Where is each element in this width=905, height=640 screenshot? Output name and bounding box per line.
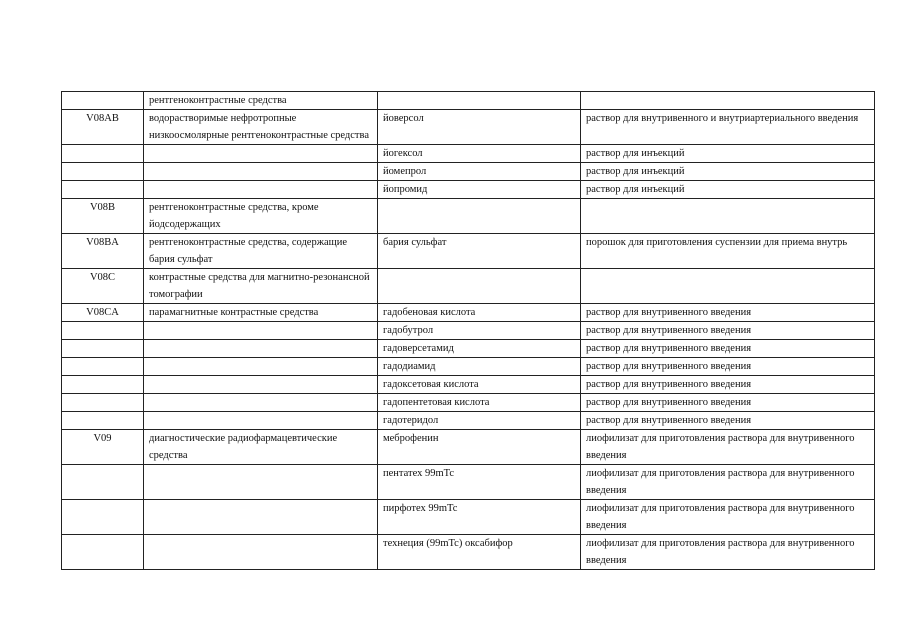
- atc-code-cell: [62, 92, 144, 110]
- table-row: [62, 394, 875, 412]
- atc-code-cell: [62, 163, 144, 181]
- table-row: [62, 500, 875, 535]
- atc-code-cell: [62, 322, 144, 340]
- dosage-form-cell: [581, 199, 875, 234]
- atc-code-cell: V08C: [62, 269, 144, 304]
- dosage-form-cell: раствор для внутривенного введения: [581, 358, 875, 376]
- table-row: [62, 269, 875, 304]
- drug-name-cell: гадотеридол: [378, 412, 581, 430]
- group-cell: [144, 358, 378, 376]
- group-cell: водорастворимые нефротропные низкоосмолярные рентгеноконтрастные средства: [144, 110, 378, 145]
- drug-name-cell: йомепрол: [378, 163, 581, 181]
- table-row: [62, 234, 875, 269]
- drug-name-cell: гадобутрол: [378, 322, 581, 340]
- atc-code-cell: [62, 394, 144, 412]
- dosage-form-cell: раствор для внутривенного и внутриартериального введения: [581, 110, 875, 145]
- dosage-form-cell: раствор для внутривенного введения: [581, 304, 875, 322]
- table-row: [62, 535, 875, 570]
- drug-name-cell: йопромид: [378, 181, 581, 199]
- group-cell: [144, 412, 378, 430]
- atc-code-cell: [62, 376, 144, 394]
- medication-table: [61, 91, 875, 570]
- table-row: [62, 92, 875, 110]
- dosage-form-cell: [581, 269, 875, 304]
- dosage-form-cell: лиофилизат для приготовления раствора для внутривенного введения: [581, 500, 875, 535]
- table-row: [62, 430, 875, 465]
- atc-code-cell: V08BA: [62, 234, 144, 269]
- dosage-form-cell: лиофилизат для приготовления раствора для внутривенного введения: [581, 430, 875, 465]
- table-row: [62, 376, 875, 394]
- dosage-form-cell: раствор для инъекций: [581, 145, 875, 163]
- group-cell: контрастные средства для магнитно-резонансной томографии: [144, 269, 378, 304]
- drug-name-cell: пентатех 99mTc: [378, 465, 581, 500]
- table-row: [62, 358, 875, 376]
- dosage-form-cell: раствор для инъекций: [581, 181, 875, 199]
- group-cell: [144, 163, 378, 181]
- drug-name-cell: гадодиамид: [378, 358, 581, 376]
- atc-code-cell: [62, 358, 144, 376]
- group-cell: [144, 376, 378, 394]
- group-cell: [144, 465, 378, 500]
- table-body: [62, 92, 875, 570]
- drug-name-cell: йоверсол: [378, 110, 581, 145]
- drug-name-cell: [378, 269, 581, 304]
- dosage-form-cell: [581, 92, 875, 110]
- dosage-form-cell: раствор для внутривенного введения: [581, 322, 875, 340]
- dosage-form-cell: раствор для внутривенного введения: [581, 394, 875, 412]
- drug-name-cell: технеция (99mTc) оксабифор: [378, 535, 581, 570]
- table-row: [62, 181, 875, 199]
- drug-name-cell: гадоверсетамид: [378, 340, 581, 358]
- atc-code-cell: [62, 465, 144, 500]
- group-cell: [144, 145, 378, 163]
- atc-code-cell: [62, 145, 144, 163]
- drug-name-cell: гадоксетовая кислота: [378, 376, 581, 394]
- dosage-form-cell: раствор для внутривенного введения: [581, 412, 875, 430]
- dosage-form-cell: раствор для внутривенного введения: [581, 376, 875, 394]
- group-cell: рентгеноконтрастные средства: [144, 92, 378, 110]
- table-row: [62, 199, 875, 234]
- dosage-form-cell: раствор для внутривенного введения: [581, 340, 875, 358]
- atc-code-cell: V08B: [62, 199, 144, 234]
- group-cell: парамагнитные контрастные средства: [144, 304, 378, 322]
- atc-code-cell: [62, 535, 144, 570]
- atc-code-cell: V08CA: [62, 304, 144, 322]
- group-cell: рентгеноконтрастные средства, содержащие бария сульфат: [144, 234, 378, 269]
- table-row: [62, 412, 875, 430]
- group-cell: диагностические радиофармацевтические средства: [144, 430, 378, 465]
- table-row: [62, 163, 875, 181]
- drug-name-cell: гадопентетовая кислота: [378, 394, 581, 412]
- atc-code-cell: [62, 181, 144, 199]
- drug-name-cell: гадобеновая кислота: [378, 304, 581, 322]
- group-cell: [144, 394, 378, 412]
- group-cell: [144, 535, 378, 570]
- drug-name-cell: пирфотех 99mTc: [378, 500, 581, 535]
- table-row: [62, 465, 875, 500]
- table-row: [62, 145, 875, 163]
- drug-name-cell: бария сульфат: [378, 234, 581, 269]
- group-cell: [144, 322, 378, 340]
- dosage-form-cell: раствор для инъекций: [581, 163, 875, 181]
- dosage-form-cell: лиофилизат для приготовления раствора для внутривенного введения: [581, 465, 875, 500]
- atc-code-cell: [62, 412, 144, 430]
- atc-code-cell: V09: [62, 430, 144, 465]
- group-cell: [144, 340, 378, 358]
- drug-name-cell: меброфенин: [378, 430, 581, 465]
- atc-code-cell: [62, 500, 144, 535]
- group-cell: рентгеноконтрастные средства, кроме йодсодержащих: [144, 199, 378, 234]
- table-row: [62, 110, 875, 145]
- drug-name-cell: йогексол: [378, 145, 581, 163]
- atc-code-cell: V08AB: [62, 110, 144, 145]
- atc-code-cell: [62, 340, 144, 358]
- drug-name-cell: [378, 199, 581, 234]
- dosage-form-cell: лиофилизат для приготовления раствора для внутривенного введения: [581, 535, 875, 570]
- group-cell: [144, 181, 378, 199]
- group-cell: [144, 500, 378, 535]
- dosage-form-cell: порошок для приготовления суспензии для приема внутрь: [581, 234, 875, 269]
- table-row: [62, 304, 875, 322]
- table-row: [62, 322, 875, 340]
- drug-name-cell: [378, 92, 581, 110]
- table-row: [62, 340, 875, 358]
